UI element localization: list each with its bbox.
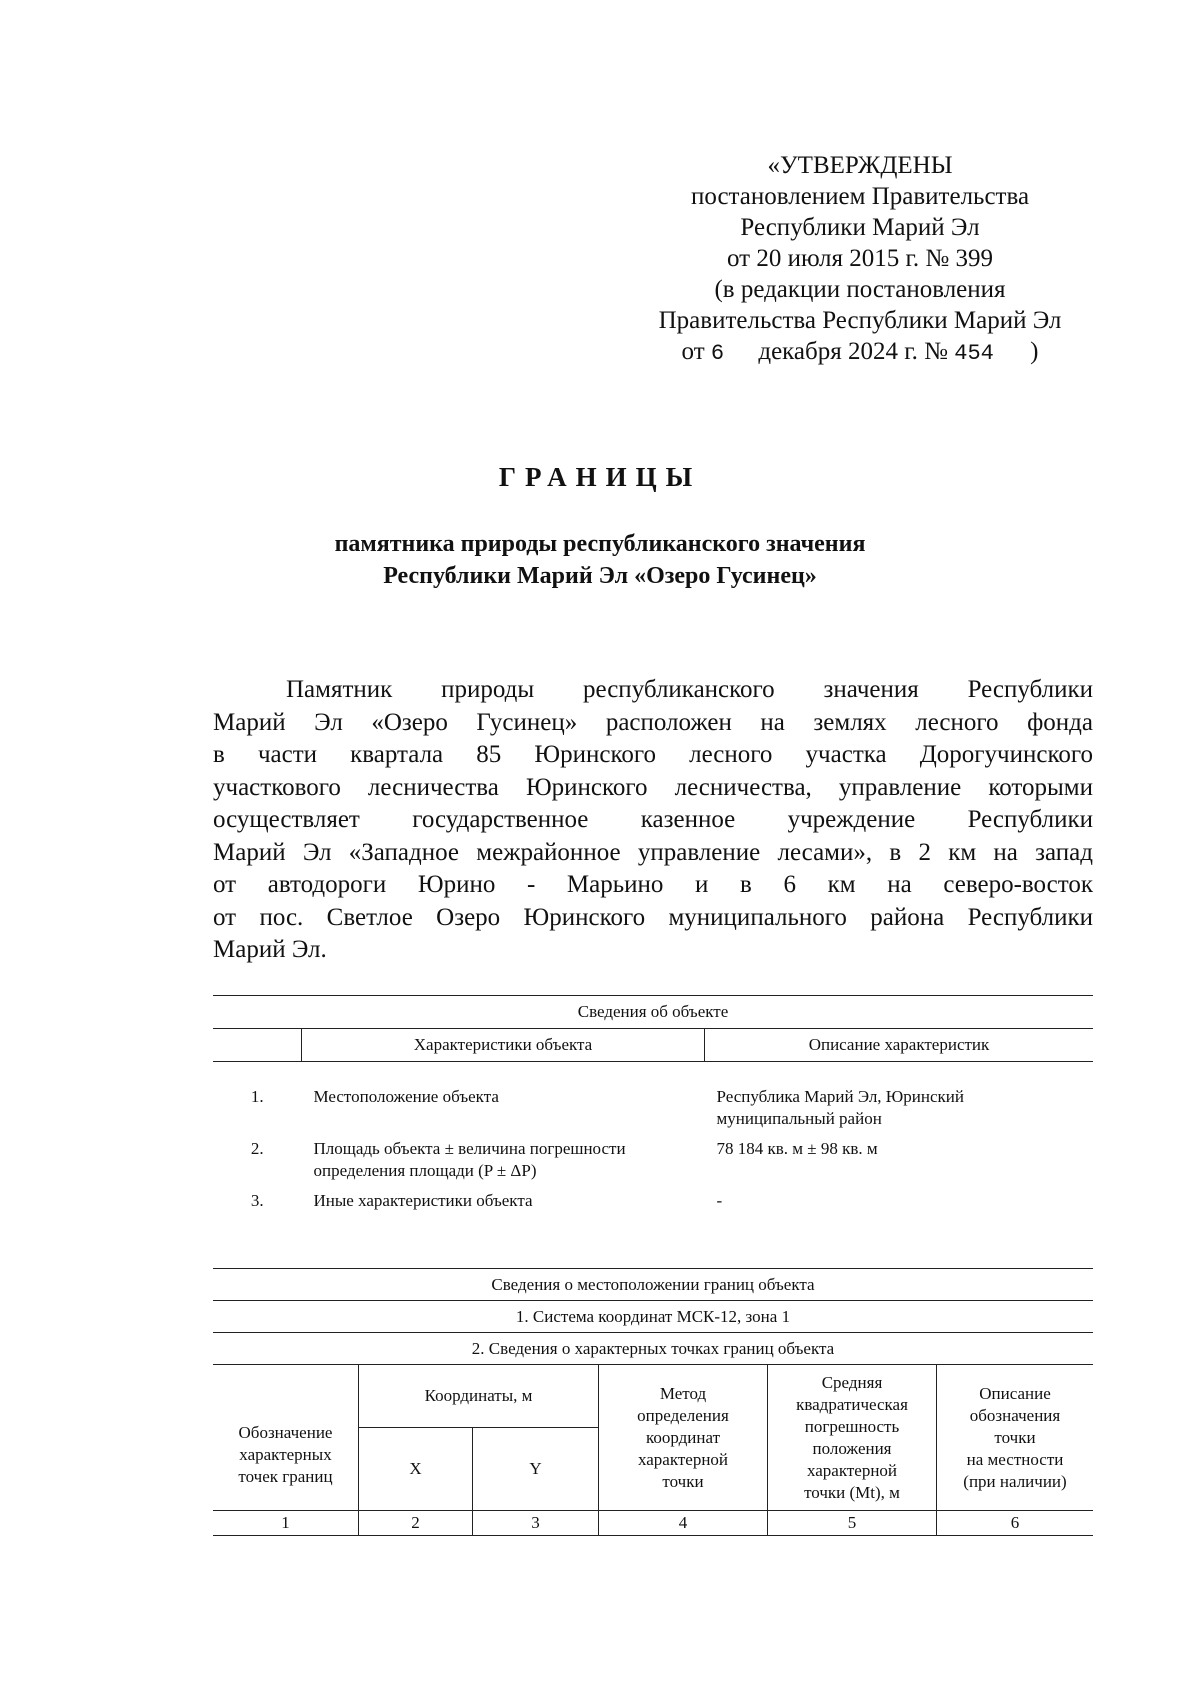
approval-line: «УТВЕРЖДЕНЫ — [767, 152, 953, 179]
object-info-table — [213, 995, 1093, 1212]
paragraph-line: участкового лесничества Юринского лесничества, управление которыми — [213, 773, 1093, 801]
col-x-header: X — [359, 1428, 473, 1511]
boundaries-caption: Сведения о местоположении границ объекта — [213, 1269, 1093, 1301]
subtitle-line: Республики Марий Эл «Озеро Гусинец» — [383, 563, 817, 589]
paragraph-line: в части квартала 85 Юринского лесного участка Дорогучинского — [213, 741, 1093, 768]
col-error-header: Средняя квадратическая погрешность положения характерной точки (Mt), м — [768, 1365, 937, 1511]
approval-date-suffix: ) — [1030, 338, 1039, 365]
description-paragraph — [213, 674, 1093, 967]
paragraph-line: от пос. Светлое Озеро Юринского муниципального района Республики — [213, 903, 1093, 931]
table-caption-row — [213, 996, 1093, 1029]
paragraph-line: осуществляет государственное казенное учреждение Республики — [213, 806, 1093, 833]
coord-system-caption: 1. Система координат МСК-12, зона 1 — [213, 1301, 1093, 1333]
approval-date-prefix: от — [681, 338, 705, 365]
approval-date-month: декабря 2024 г. № — [758, 338, 949, 365]
column-number: 3 — [473, 1511, 599, 1536]
row-number: 2. — [250, 1139, 264, 1158]
approval-line: от 20 июля 2015 г. № 399 — [726, 245, 994, 272]
col-coords-header: Координаты, м — [359, 1365, 599, 1428]
table-caption-row — [213, 1333, 1093, 1365]
table-row — [213, 1130, 1093, 1182]
col-y-header: Y — [473, 1428, 599, 1511]
col-method-header: Метод определения координат характерной точки — [599, 1365, 768, 1511]
row-number: 1. — [250, 1087, 264, 1106]
col-description-header: Описание характеристик — [705, 1029, 1094, 1062]
col-designation-header: Обозначение характерных точек границ — [213, 1365, 359, 1511]
points-caption: 2. Сведения о характерных точках границ объекта — [213, 1333, 1093, 1365]
table-row — [213, 1062, 1093, 1131]
subtitle-line: памятника природы республиканского значения — [334, 531, 866, 557]
approval-date-line — [600, 336, 1120, 369]
column-number: 2 — [359, 1511, 473, 1536]
approval-stamp — [600, 150, 1120, 369]
table-caption-row — [213, 1301, 1093, 1333]
row-number: 3. — [250, 1191, 264, 1210]
paragraph-line: от автодороги Юрино - Марьино и в 6 км на северо-восток — [213, 871, 1093, 898]
paragraph-line: Марий Эл «Озеро Гусинец» расположен на землях лесного фонда — [213, 708, 1093, 736]
row-description: Республика Марий Эл, Юринский муниципальный район — [716, 1087, 964, 1128]
paragraph-line: Памятник природы республиканского значения Республики — [286, 676, 1093, 703]
table-row — [213, 1182, 1093, 1212]
column-number: 5 — [768, 1511, 937, 1536]
table-header-row — [213, 1029, 1093, 1062]
row-description: 78 184 кв. м ± 98 кв. м — [716, 1139, 878, 1158]
row-description: - — [716, 1191, 723, 1210]
approval-date-day: 6 — [710, 341, 725, 366]
row-characteristic: Иные характеристики объекта — [313, 1191, 533, 1210]
table-header-row — [213, 1365, 1093, 1428]
boundaries-table — [213, 1268, 1093, 1536]
approval-line: постановлением Правительства — [690, 183, 1030, 210]
document-subtitle — [0, 528, 1200, 592]
col-characteristics-header: Характеристики объекта — [302, 1029, 705, 1062]
row-characteristic: Площадь объекта ± величина погрешности определения площади (P ± ΔP) — [313, 1139, 626, 1180]
approval-number: 454 — [954, 341, 994, 366]
paragraph-line: Марий Эл. — [213, 936, 327, 963]
column-number: 4 — [599, 1511, 768, 1536]
column-numbers-row — [213, 1511, 1093, 1536]
object-info-caption: Сведения об объекте — [213, 996, 1093, 1029]
row-characteristic: Местоположение объекта — [313, 1087, 499, 1106]
approval-line: Республики Марий Эл — [740, 214, 980, 241]
col-desc-header: Описание обозначения точки на местности (при наличии) — [937, 1365, 1094, 1511]
approval-line: Правительства Республики Марий Эл — [658, 307, 1062, 334]
table-caption-row — [213, 1269, 1093, 1301]
column-number: 1 — [213, 1511, 359, 1536]
column-number: 6 — [937, 1511, 1094, 1536]
paragraph-line: Марий Эл «Западное межрайонное управление лесами», в 2 км на запад — [213, 838, 1093, 866]
document-title: ГРАНИЦЫ — [498, 462, 702, 492]
approval-line: (в редакции постановления — [714, 276, 1006, 303]
